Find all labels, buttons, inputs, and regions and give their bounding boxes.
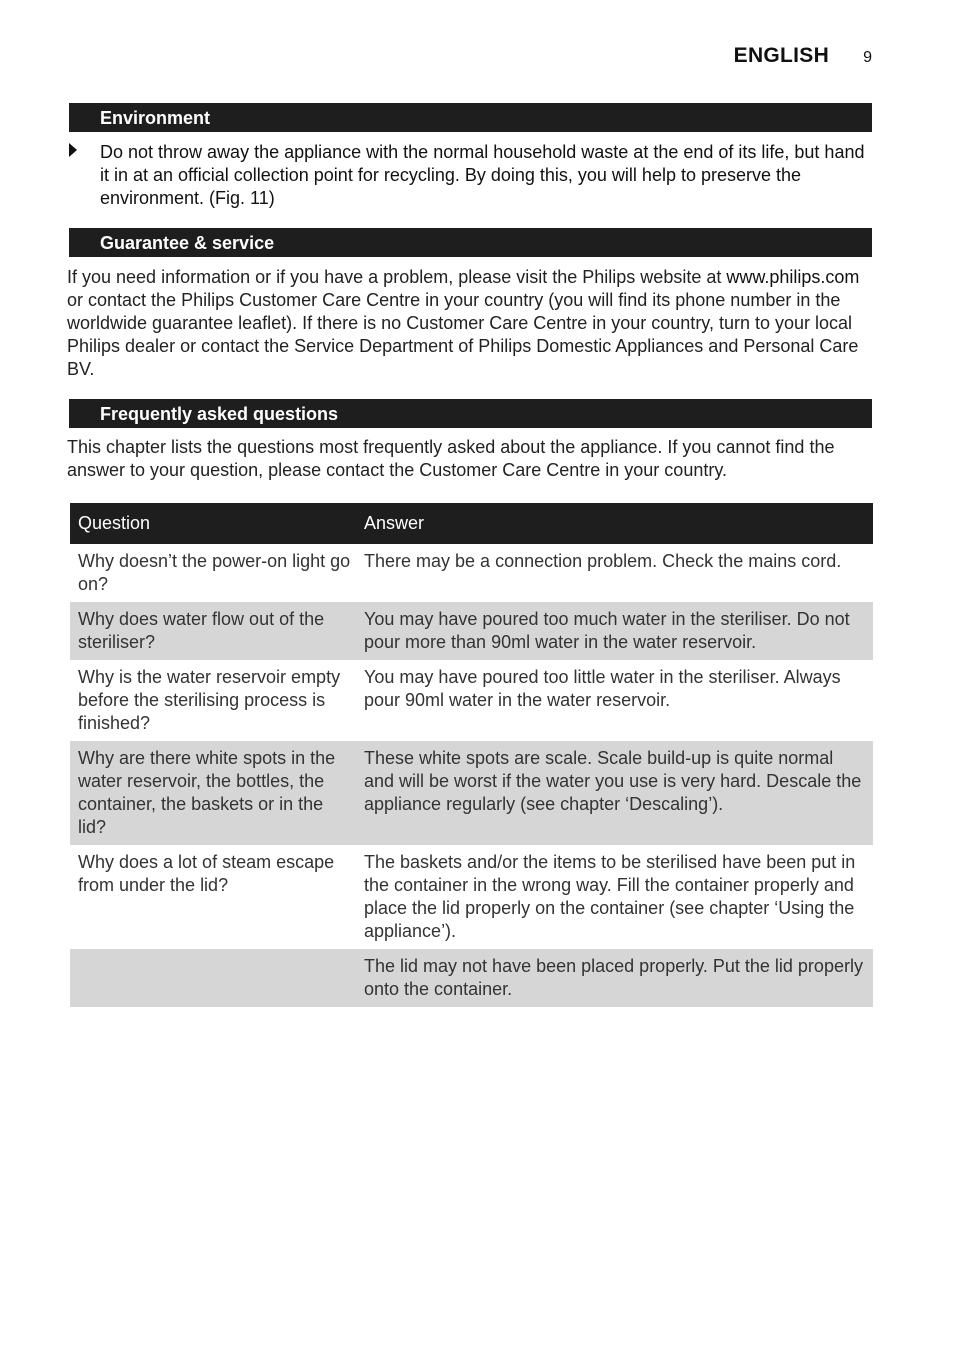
question-cell: Why are there white spots in the water reservoir, the bottles, the container, the baskets or in the lid?	[78, 748, 336, 837]
section-heading-environment: Environment	[69, 103, 872, 132]
language-label: ENGLISH	[733, 44, 830, 67]
faq-intro: This chapter lists the questions most frequently asked about the appliance. If you cannot find the answer to your question, please contact the Customer Care Centre in your country.	[67, 437, 835, 480]
answer-cell: The baskets and/or the items to be sterilised have been put in the container in the wrong way. Fill the container properly and place the lid properly on the container (see chapter ‘Using the appliance’).	[364, 852, 856, 941]
question-cell: Why doesn’t the power-on light go on?	[78, 551, 351, 594]
guarantee-paragraph	[67, 266, 875, 381]
table-row	[70, 660, 873, 741]
table-row	[70, 741, 873, 845]
question-cell: Why is the water reservoir empty before the sterilising process is finished?	[78, 667, 341, 733]
table-row	[70, 949, 873, 1007]
answer-cell: There may be a connection problem. Check the mains cord.	[364, 551, 842, 571]
page-number: 9	[863, 49, 872, 66]
column-header-answer: Answer	[364, 513, 425, 533]
guarantee-text-start: If you need information or if you have a problem, please visit the Philips website at	[67, 267, 727, 287]
column-header-question: Question	[78, 513, 151, 533]
question-cell: Why does water flow out of the steriliser?	[78, 609, 325, 652]
page-header	[734, 44, 872, 68]
answer-cell: You may have poured too much water in the steriliser. Do not pour more than 90ml water in the water reservoir.	[364, 609, 850, 652]
faq-table	[70, 503, 873, 1007]
table-row	[70, 845, 873, 949]
answer-cell: These white spots are scale. Scale build-up is quite normal and will be worst if the water you use is very hard. Descale the appliance regularly (see chapter ‘Descaling’).	[364, 748, 862, 814]
table-row	[70, 544, 873, 602]
environment-bullet	[69, 141, 872, 210]
environment-text: Do not throw away the appliance with the normal household waste at the end of its life, but hand it in at an official collection point for recycling. By doing this, you will help to preserve the environment. (Fig. 11)	[100, 142, 865, 208]
bullet-marker-icon	[69, 141, 100, 210]
answer-cell: You may have poured too little water in the steriliser. Always pour 90ml water in the water reservoir.	[364, 667, 841, 710]
answer-cell: The lid may not have been placed properly. Put the lid properly onto the container.	[364, 956, 863, 999]
question-cell	[70, 949, 356, 1007]
faq-table-header	[70, 503, 873, 544]
philips-website-link[interactable]: www.philips.com	[726, 267, 860, 287]
question-cell: Why does a lot of steam escape from under the lid?	[78, 852, 335, 895]
guarantee-text-end: or contact the Philips Customer Care Centre in your country (you will find its phone number in the worldwide guarantee leaflet). If there is no Customer Care Centre in your country, turn to your local Philips dealer or contact the Service Department of Philips Domestic Appliances and Personal Care BV.	[67, 290, 859, 379]
section-heading-faq: Frequently asked questions	[69, 399, 872, 428]
table-row	[70, 602, 873, 660]
section-heading-guarantee: Guarantee & service	[69, 228, 872, 257]
